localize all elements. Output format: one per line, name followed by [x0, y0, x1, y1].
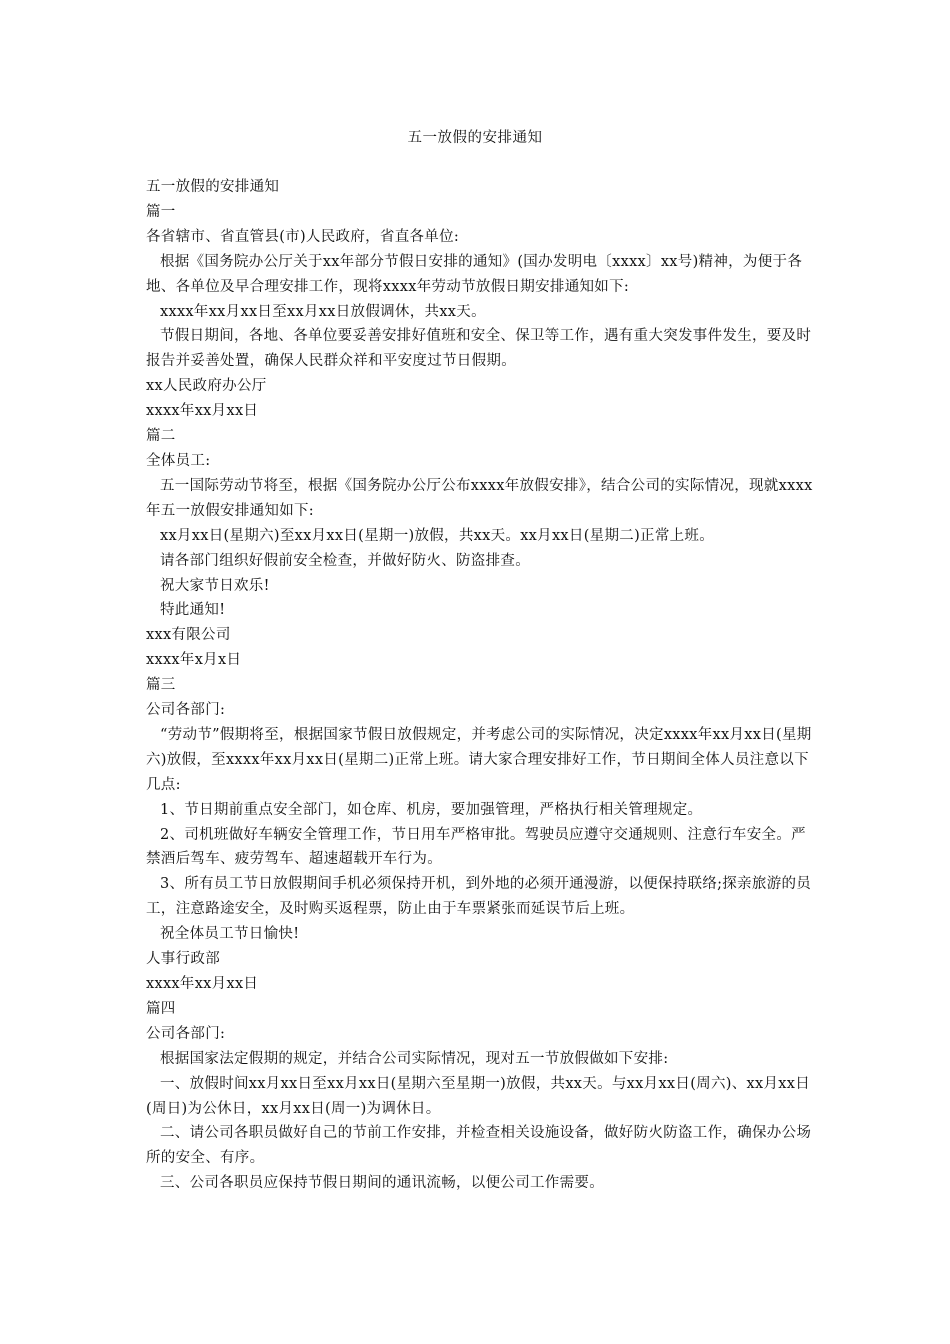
paragraph: 请各部门组织好假前安全检查，并做好防火、防盗排查。 [160, 552, 530, 569]
paragraph: xxxx年xx月xx日至xx月xx日放假调休，共xx天。 [160, 303, 486, 320]
paragraph: 公司各部门: [146, 702, 226, 719]
paragraph: 二、请公司各职员做好自己的节前工作安排，并检查相关设施设备，做好防火防盗工作，确保办公场所的安全、有序。 [146, 1125, 812, 1167]
paragraph: 三、公司各职员应保持节假日期间的通讯流畅，以便公司工作需要。 [160, 1175, 604, 1192]
section-label: 篇四 [146, 1000, 176, 1017]
paragraph: 根据国家法定假期的规定，并结合公司实际情况，现对五一节放假做如下安排: [160, 1050, 669, 1067]
paragraph: 祝大家节日欢乐! [160, 577, 270, 594]
paragraph: xx人民政府办公厅 [146, 378, 267, 395]
paragraph: 2、司机班做好车辆安全管理工作，节日用车严格审批。驾驶员应遵守交通规则、注意行车安全。严禁酒后驾车、疲劳驾车、超速超载开车行为。 [146, 826, 806, 868]
paragraph: 公司各部门: [146, 1025, 226, 1042]
document-title: 五一放假的安排通知 [407, 130, 543, 146]
paragraph: xxxx年x月x日 [146, 652, 242, 669]
paragraph: xxxx年xx月xx日 [146, 403, 259, 420]
paragraph: 全体员工: [146, 452, 211, 469]
paragraph: 一、放假时间xx月xx日至xx月xx日(星期六至星期一)放假，共xx天。与xx月xx日(周六)、xx月xx日(周日)为公休日，xx月xx日(周一)为调休日。 [146, 1075, 811, 1117]
document-body [146, 175, 816, 1196]
section-label: 篇一 [146, 203, 176, 220]
paragraph: 3、所有员工节日放假期间手机必须保持开机，到外地的必须开通漫游，以便保持联络;探亲旅游的员工，注意路途安全，及时购买返程票，防止由于车票紧张而延误节后上班。 [146, 876, 812, 918]
paragraph: xxxx年xx月xx日 [146, 976, 259, 992]
section-label: 篇三 [146, 677, 176, 694]
paragraph: 五一国际劳动节将至，根据《国务院办公厅公布xxxx年放假安排》，结合公司的实际情况，现就xxxx年五一放假安排通知如下: [146, 477, 813, 519]
paragraph: 人事行政部 [146, 951, 220, 968]
paragraph: 根据《国务院办公厅关于xx年部分节假日安排的通知》(国办发明电〔xxxx〕xx号)精神，为便于各地、各单位及早合理安排工作，现将xxxx年劳动节放假日期安排通知如下: [146, 253, 803, 295]
paragraph: xx月xx日(星期六)至xx月xx日(星期一)放假，共xx天。xx月xx日(星期二)正常上班。 [160, 527, 715, 544]
paragraph: 祝全体员工节日愉快! [160, 926, 300, 943]
paragraph: 节假日期间，各地、各单位要妥善安排好值班和安全、保卫等工作，遇有重大突发事件发生，要及时报告并妥善处置，确保人民群众祥和平安度过节日假期。 [146, 328, 812, 370]
paragraph: “劳动节”假期将至，根据国家节假日放假规定，并考虑公司的实际情况，决定xxxx年xx月xx日(星期六)放假，至xxxx年xx月xx日(星期二)正常上班。请大家合理安排好工作，节日期间全体人员注意以下几点: [146, 726, 812, 793]
paragraph: 1、节日期前重点安全部门，如仓库、机房，要加强管理，严格执行相关管理规定。 [160, 801, 703, 818]
paragraph: 特此通知! [160, 602, 226, 619]
section-label: 篇二 [146, 428, 176, 445]
paragraph: 五一放假的安排通知 [146, 179, 280, 195]
paragraph: xxx有限公司 [146, 627, 231, 644]
paragraph: 各省辖市、省直管县(市)人民政府，省直各单位: [146, 228, 460, 245]
